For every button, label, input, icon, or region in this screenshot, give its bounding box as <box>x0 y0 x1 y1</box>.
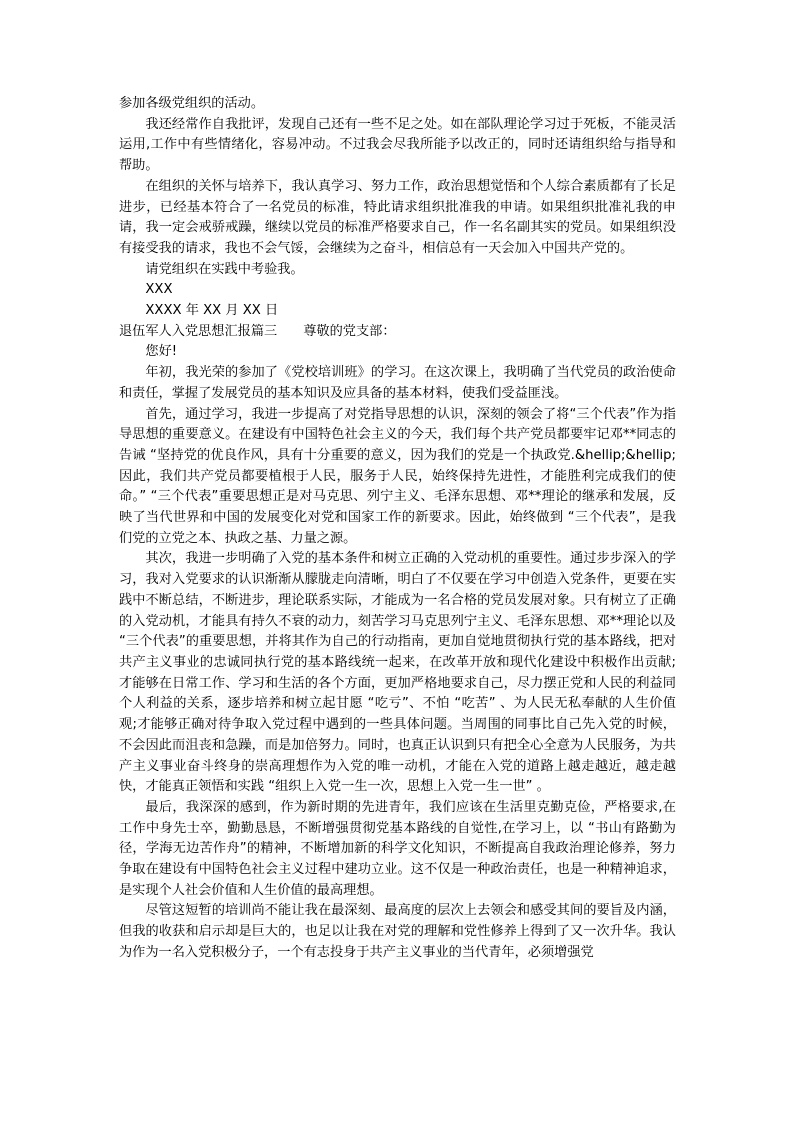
body-paragraph-second-point: 其次，我进一步明确了入党的基本条件和树立正确的入党动机的重要性。通过步步深入的学习，我对入党要求的认识渐渐从朦胧走向清晰，明白了不仅要在学习中创造入党条件，更要在实践中不断总结，不断进步，理论联系实际，才能成为一名合格的党员发展对象。只有树立了正确的入党动机，才能具有持久不衰的动力，刻苦学习马克思列宁主义、毛泽东思想、邓**理论以及 “三个代表”的重要思想，并将其作为自己的行动指南，更加自觉地贯彻执行党的基本路线，把对共产主义事业的忠诚同执行党的基本路线统一起来，在改革开放和现代化建设中积极作出贡献;才能够在日常工作、学习和生活的各个方面，更加严格地要求自己，尽力摆正党和人民的利益同个人利益的关系，逐步培养和树立起甘愿 “吃亏”、不怕 “吃苦” 、为人民无私奉献的人生价值观;才能够正确对待争取入党过程中遇到的一些具体问题。当周围的同事比自己先入党的时候，不会因此而沮丧和急躁，而是加倍努力。同时，也真正认识到只有把全心全意为人民服务，为共产主义事业奋斗终身的崇高理想作为入党的唯一动机，才能在入党的道路上越走越近，越走越快，才能真正领悟和实践 “组织上入党一生一次，思想上入党一生一世” 。 <box>119 551 676 795</box>
closing-request-paragraph: 请党组织在实践中考验我。 <box>145 261 304 277</box>
section-title: 退伍军人入党思想汇报篇三 <box>119 323 278 339</box>
body-paragraph-first-point: 首先，通过学习，我进一步提高了对党指导思想的认识，深刻的领会了将“三个代表”作为指导思想的重要意义。在建设有中国特色社会主义的今天，我们每个共产党员都要牢记邓**同志的告诫 “坚持党的优良作风，具有十分重要的意义，因为我们的党是一个执政党.&hellip;&hellip; 因此，我们共产党员都要植根于人民，服务于人民，始终保持先进性，才能胜利完成我们的使命。” “三个代表”重要思想正是对马克思、列宁主义、毛泽东思想、邓**理论的继承和发展，反映了当代世界和中国的发展变化对党和国家工作的新要求。因此，始终做到 “三个代表”，是我们党的立党之本、执政之基、力量之源。 <box>119 406 676 546</box>
body-paragraph-conclusion: 尽管这短暂的培训尚不能让我在最深刻、最高度的层次上去领会和感受其间的要旨及内涵，但我的收获和启示却是巨大的，也足以让我在对党的理解和党性修养上得到了又一次升华。我认为作为一名入党积极分子，一个有志投身于共产主义事业的当代青年，必须增强党 <box>119 903 676 960</box>
salutation: 尊敬的党支部： <box>303 323 396 339</box>
greeting: 您好! <box>145 344 178 360</box>
signature-date: XXXX 年 XX 月 XX 日 <box>145 303 279 319</box>
self-criticism-paragraph: 我还经常作自我批评，发现自己还有一些不足之处。如在部队理论学习过于死板，不能灵活运用,工作中有些情绪化，容易冲动。不过我会尽我所能予以改正的，同时还请组织给与指导和帮助。 <box>119 116 676 174</box>
section-heading-line <box>119 322 676 343</box>
signature-name: XXX <box>145 282 173 298</box>
continuation-paragraph: 参加各级党组织的活动。 <box>119 96 265 111</box>
document-page <box>119 94 676 964</box>
application-paragraph: 在组织的关怀与培养下，我认真学习、努力工作，政治思想觉悟和个人综合素质都有了长足进步，已经基本符合了一名党员的标准，特此请求组织批准我的申请。如果组织批准礼我的申请，我一定会戒骄戒躁，继续以党员的标准严格要求自己，作一名名副其实的党员。如果组织没有接受我的请求，我也不会气馁，会继续为之奋斗，相信总有一天会加入中国共产党的。 <box>119 178 676 256</box>
body-paragraph-intro: 年初，我光荣的参加了《党校培训班》的学习。在这次课上，我明确了当代党员的政治使命和责任，掌握了发展党员的基本知识及应具备的基本材料，使我们受益匪浅。 <box>119 365 676 401</box>
body-paragraph-final-point: 最后，我深深的感到，作为新时期的先进青年，我们应该在生活里克勤克俭，严格要求,在工作中身先士卒，勤勤恳恳，不断增强贯彻党基本路线的自觉性,在学习上，以 “书山有路勤为径，学海无边苦作舟”的精神，不断增加新的科学文化知识，不断提高自我政治理论修养，努力争取在建设有中国特色社会主义过程中建功立业。这不仅是一种政治责任，也是一种精神追求，是实现个人社会价值和人生价值的最高理想。 <box>119 799 676 898</box>
